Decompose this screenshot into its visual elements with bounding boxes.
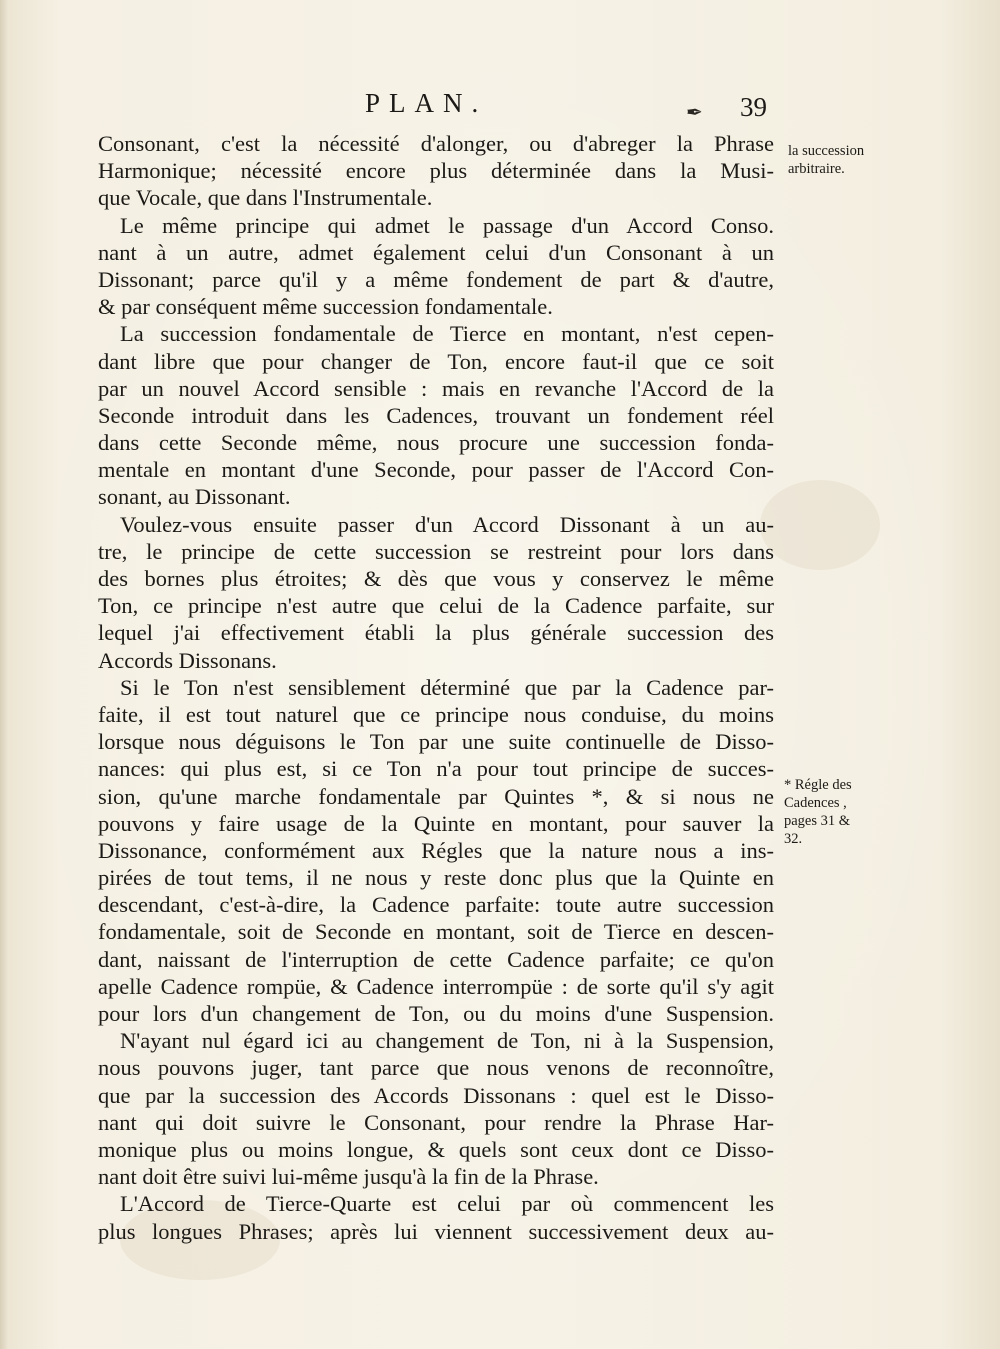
margin-note-succession bbox=[788, 142, 898, 178]
text-line: lequel j'ai effectivement établi la plus générale succession des bbox=[98, 620, 774, 646]
text-line: monique plus ou moins longue, & quels sont ceux dont ce Disso- bbox=[98, 1136, 774, 1162]
text-line: Seconde introduit dans les Cadences, trouvant un fondement réel bbox=[98, 402, 774, 428]
text-line: sonant, au Dissonant. bbox=[98, 484, 291, 510]
text-line: pour lors d'un changement de Ton, ou du moins d'une Suspension. bbox=[98, 1001, 774, 1026]
text-line: L'Accord de Tierce-Quarte est celui par où commencent les bbox=[120, 1191, 774, 1217]
text-line: faite, il est tout naturel que ce principe nous conduise, du moins bbox=[98, 701, 774, 727]
paper-stain bbox=[760, 480, 880, 570]
text-line: N'ayant nul égard ici au changement de Ton, ni à la Suspension, bbox=[120, 1028, 774, 1054]
text-line: & par conséquent même succession fondamentale. bbox=[98, 294, 553, 320]
text-line: La succession fondamentale de Tierce en montant, n'est cepen- bbox=[120, 321, 774, 347]
ink-mark: ✒ bbox=[686, 102, 703, 124]
text-line: Dissonance, conformément aux Régles que la nature nous a ins- bbox=[98, 837, 774, 863]
text-line: par un nouvel Accord sensible : mais en revanche l'Accord de la bbox=[98, 375, 774, 401]
body-text bbox=[98, 130, 774, 1245]
text-line: que Vocale, que dans l'Instrumentale. bbox=[98, 185, 433, 211]
page-number: 39 bbox=[740, 92, 767, 122]
text-line: sion, qu'une marche fondamentale par Quintes *, & si nous ne bbox=[98, 783, 774, 809]
text-line: nous pouvons juger, tant parce que nous venons de reconnoître, bbox=[98, 1055, 774, 1081]
text-line: fondamentale, soit de Seconde en montant, soit de Tierce en descen- bbox=[98, 919, 774, 945]
text-line: pirées de tout tems, il ne nous y reste donc plus que la Quinte en bbox=[98, 865, 774, 891]
margin-note-line: arbitraire. bbox=[788, 161, 845, 177]
text-line: nances: qui plus est, si ce Ton n'a pour tout principe de succes- bbox=[98, 756, 774, 782]
text-line: dans cette Seconde même, nous procure une succession fonda- bbox=[98, 430, 774, 456]
margin-note-line: * Régle des bbox=[784, 777, 852, 793]
margin-note-line: 32. bbox=[784, 831, 803, 847]
text-line: nant à un autre, admet également celui d'un Consonant à un bbox=[98, 239, 774, 265]
text-line: mentale en montant d'une Seconde, pour passer de l'Accord Con- bbox=[98, 457, 774, 483]
text-line: apelle Cadence rompüe, & Cadence interrompüe : de sorte qu'il s'y agit bbox=[98, 973, 774, 999]
text-line: que par la succession des Accords Dissonans : quel est le Disso- bbox=[98, 1082, 774, 1108]
text-line: lorsque nous déguisons le Ton par une suite continuelle de Disso- bbox=[98, 729, 774, 755]
text-line: dant, naissant de l'interruption de cette Cadence parfaite; ce qu'on bbox=[98, 946, 774, 972]
text-line: nant qui doit suivre le Consonant, pour rendre la Phrase Har- bbox=[98, 1109, 774, 1135]
text-line: dant libre que pour changer de Ton, encore faut-il que ce soit bbox=[98, 348, 774, 374]
text-line: des bornes plus étroites; & dès que vous y conservez le même bbox=[98, 566, 774, 591]
text-line: Accords Dissonans. bbox=[98, 647, 277, 673]
margin-note-line: la succession bbox=[788, 143, 865, 159]
text-line: Ton, ce principe n'est autre que celui de la Cadence parfaite, sur bbox=[98, 593, 774, 619]
text-line: tre, le principe de cette succession se restreint pour lors dans bbox=[98, 538, 774, 564]
page-edge-shadow bbox=[0, 0, 8, 1349]
margin-note-line: pages 31 & bbox=[784, 813, 851, 829]
text-line: descendant, c'est-à-dire, la Cadence parfaite: toute autre succession bbox=[98, 892, 774, 918]
running-header-title: PLAN. bbox=[365, 88, 488, 118]
text-line: Harmonique; nécessité encore plus déterminée dans la Musi- bbox=[98, 158, 774, 184]
margin-note-footnote bbox=[784, 776, 884, 848]
text-line: Le même principe qui admet le passage d'un Accord Conso. bbox=[120, 212, 774, 238]
text-line: Dissonant; parce qu'il y a même fondement de part & d'autre, bbox=[98, 266, 774, 292]
text-line: Voulez-vous ensuite passer d'un Accord Dissonant à un au- bbox=[120, 511, 774, 537]
text-line: Si le Ton n'est sensiblement déterminé que par la Cadence par- bbox=[120, 674, 774, 700]
text-line: plus longues Phrases; après lui viennent successivement deux au- bbox=[98, 1218, 774, 1244]
text-line: Consonant, c'est la nécessité d'alonger, ou d'abreger la Phrase bbox=[98, 131, 774, 156]
margin-note-line: Cadences , bbox=[784, 795, 847, 811]
text-line: nant doit être suivi lui-même jusqu'à la fin de la Phrase. bbox=[98, 1164, 599, 1190]
text-line: pouvons y faire usage de la Quinte en montant, pour sauver la bbox=[98, 810, 774, 836]
